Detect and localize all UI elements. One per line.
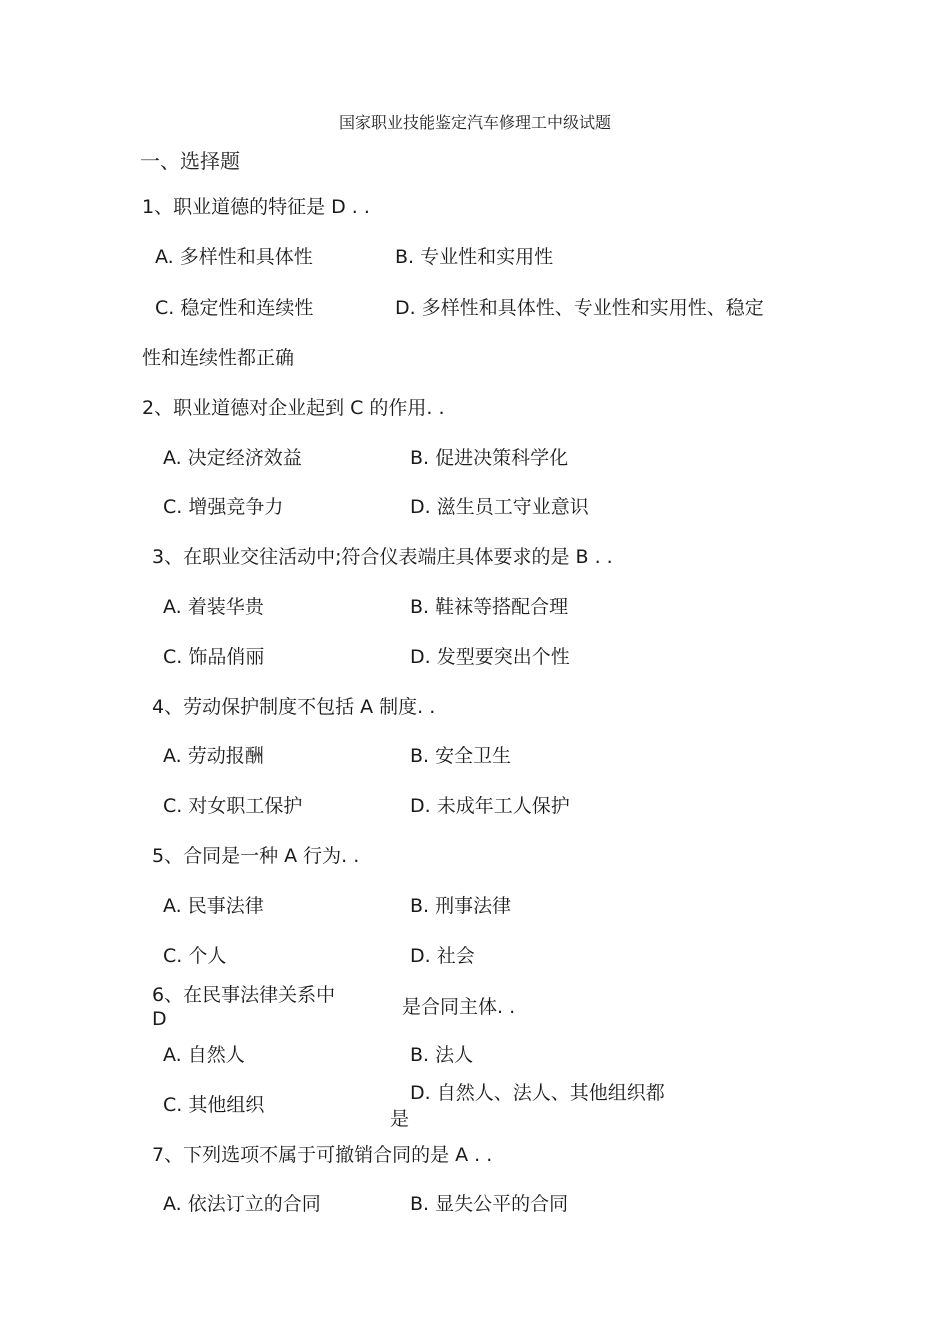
question-4-option-a: A. 劳动报酬	[163, 745, 264, 767]
question-7-option-b: B. 显失公平的合同	[410, 1193, 569, 1215]
question-7-option-a: A. 依法订立的合同	[163, 1193, 321, 1215]
question-1-option-b: B. 专业性和实用性	[395, 246, 554, 268]
question-7-stem: 7、下列选项不属于可撤销合同的是 A . .	[152, 1144, 493, 1166]
question-1-option-a: A. 多样性和具体性	[155, 246, 313, 268]
question-6-option-b: B. 法人	[410, 1044, 474, 1066]
question-4-option-d: D. 未成年工人保护	[410, 795, 570, 817]
question-2-stem: 2、职业道德对企业起到 C 的作用. .	[142, 397, 445, 419]
question-5-option-d: D. 社会	[410, 945, 475, 967]
question-3-stem: 3、在职业交往活动中;符合仪表端庄具体要求的是 B . .	[152, 546, 613, 568]
question-2-option-b: B. 促进决策科学化	[410, 447, 569, 469]
document-title: 国家职业技能鉴定汽车修理工中级试题	[338, 113, 611, 132]
question-5-stem: 5、合同是一种 A 行为. .	[152, 845, 360, 867]
question-6-option-c: C. 其他组织	[163, 1094, 265, 1116]
question-5-option-a: A. 民事法律	[163, 895, 264, 917]
question-6-stem-tail: 是合同主体. .	[402, 996, 516, 1018]
question-3-option-b: B. 鞋袜等搭配合理	[410, 596, 569, 618]
question-1-option-d-continued: 性和连续性都正确	[142, 347, 295, 369]
question-5-option-c: C. 个人	[163, 945, 227, 967]
question-3-option-c: C. 饰品俏丽	[163, 646, 265, 668]
question-2-option-a: A. 决定经济效益	[163, 447, 302, 469]
question-4-stem: 4、劳动保护制度不包括 A 制度. .	[152, 696, 436, 718]
question-6-answer: D	[152, 1008, 167, 1030]
section-heading: 一、选择题	[140, 149, 240, 173]
question-3-option-d: D. 发型要突出个性	[410, 646, 570, 668]
question-6-option-d: D. 自然人、法人、其他组织都	[410, 1082, 665, 1104]
question-2-option-c: C. 增强竞争力	[163, 496, 284, 518]
question-4-option-c: C. 对女职工保护	[163, 795, 303, 817]
question-2-option-d: D. 滋生员工守业意识	[410, 496, 589, 518]
question-4-option-b: B. 安全卫生	[410, 745, 512, 767]
question-5-option-b: B. 刑事法律	[410, 895, 512, 917]
question-1-option-d: D. 多样性和具体性、专业性和实用性、稳定	[395, 297, 764, 319]
question-1-stem: 1、职业道德的特征是 D . .	[142, 196, 370, 218]
question-6-stem: 6、在民事法律关系中	[152, 984, 336, 1006]
question-6-option-d-continued: 是	[390, 1108, 410, 1130]
question-3-option-a: A. 着装华贵	[163, 596, 264, 618]
question-6-option-a: A. 自然人	[163, 1044, 245, 1066]
question-1-option-c: C. 稳定性和连续性	[155, 297, 314, 319]
